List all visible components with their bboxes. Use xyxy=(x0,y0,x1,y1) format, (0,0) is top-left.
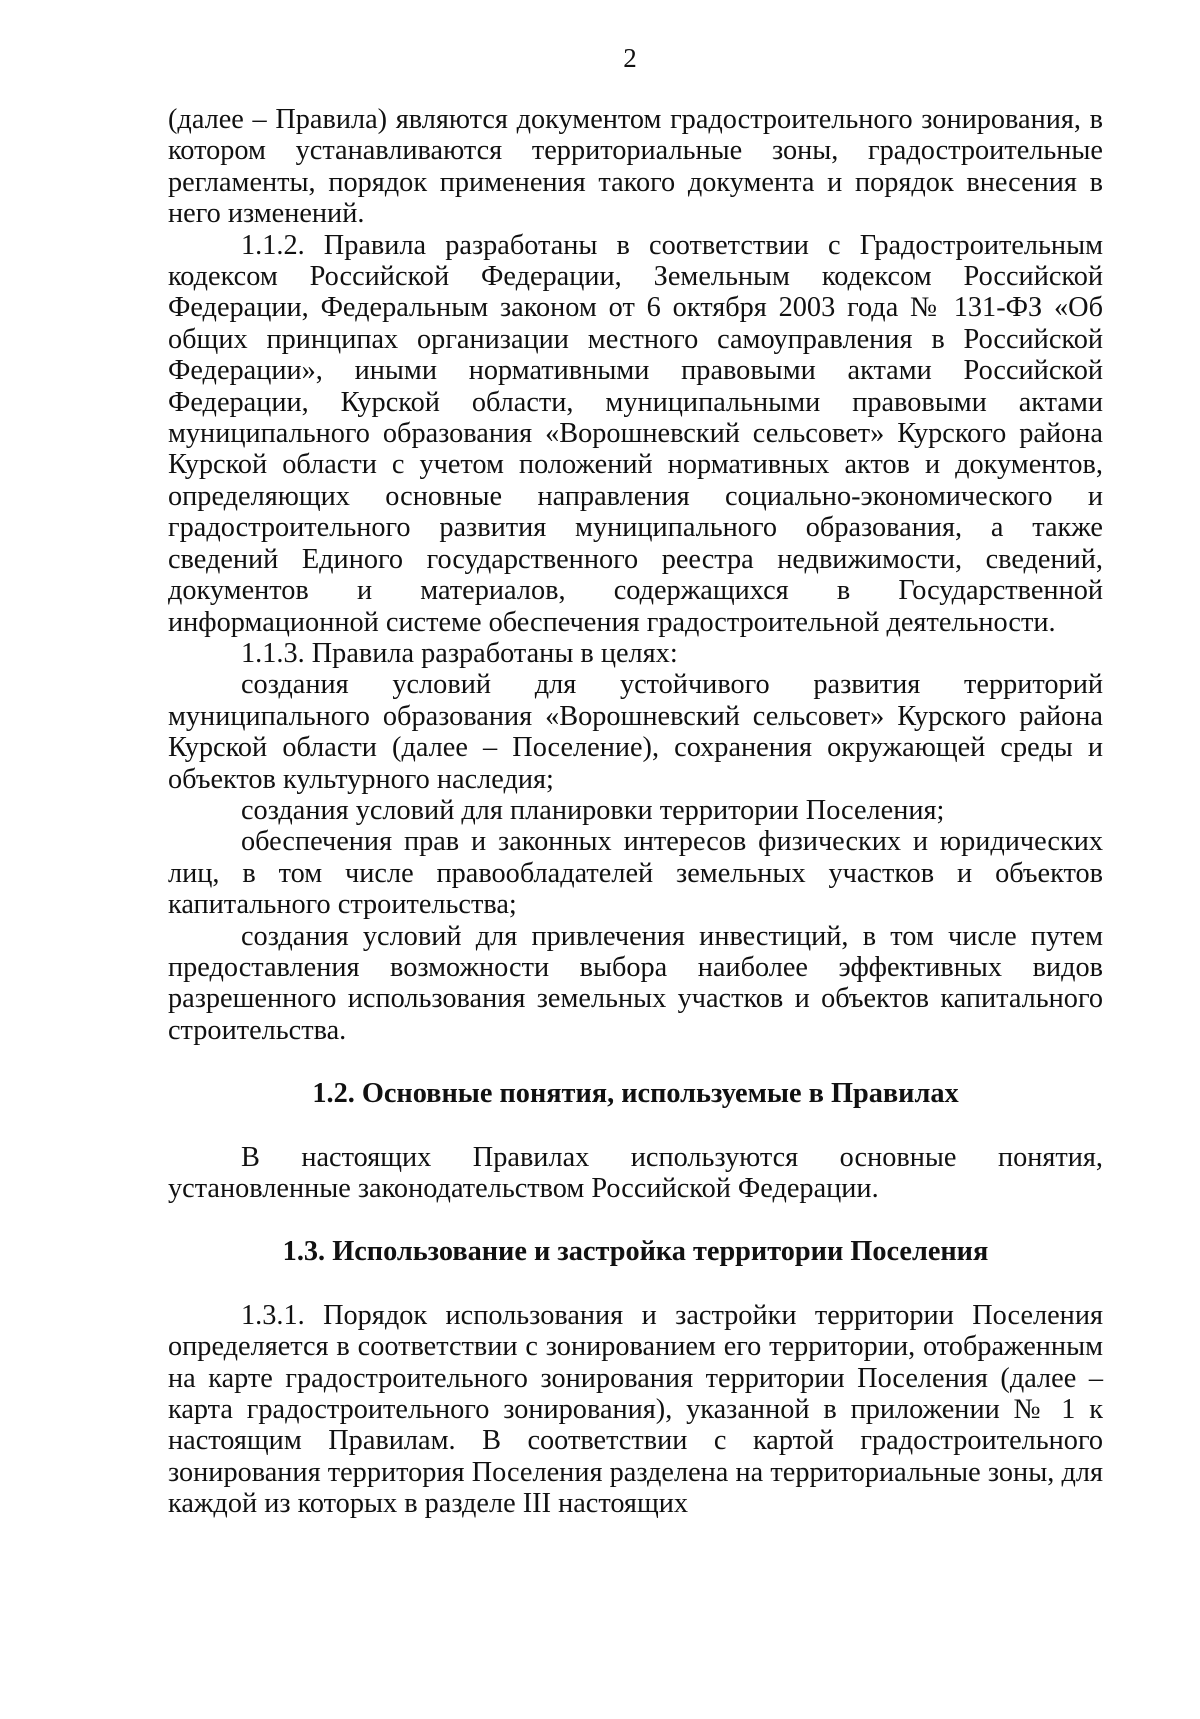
paragraph-1-2: В настоящих Правилах используются основные понятия, установленные законодательством Российской Федерации. xyxy=(168,1141,1103,1204)
paragraph-1-3-1: 1.3.1. Порядок использования и застройки территории Поселения определяется в соответствии с зонированием его территории, отображенным на карте градостроительного зонирования территории Поселения (далее – карта градостроительного зонирования), указанной в приложении № 1 к настоящим Правилам. В соответствии с картой градостроительного зонирования территория Поселения разделена на территориальные зоны, для каждой из которых в разделе III настоящих xyxy=(168,1299,1103,1520)
document-body xyxy=(168,104,1103,1520)
spacer xyxy=(168,1046,1103,1078)
paragraph-continuation: (далее – Правила) являются документом градостроительного зонирования, в котором устанавливаются территориальные зоны, градостроительные регламенты, порядок применения такого документа и порядок внесения в него изменений. xyxy=(168,104,1103,230)
paragraph-1-1-3: 1.1.3. Правила разработаны в целях: xyxy=(241,637,678,669)
goal-item-1: создания условий для устойчивого развития территорий муниципального образования «Ворошневский сельсовет» Курского района Курской области (далее – Поселение), сохранения окружающей среды и объектов культурного наследия; xyxy=(168,669,1103,795)
spacer xyxy=(168,1110,1103,1142)
paragraph-1-1-2: 1.1.2. Правила разработаны в соответствии с Градостроительным кодексом Российской Федерации, Земельным кодексом Российской Федерации, Федеральным законом от 6 октября 2003 года № 131-ФЗ «Об общих принципах организации местного самоуправления в Российской Федерации», иными нормативными правовыми актами Российской Федерации, Курской области, муниципальными правовыми актами муниципального образования «Ворошневский сельсовет» Курского района Курской области с учетом положений нормативных актов и документов, определяющих основные направления социально-экономического и градостроительного развития муниципального образования, а также сведений Единого государственного реестра недвижимости, сведений, документов и материалов, содержащихся в Государственной информационной системе обеспечения градостроительной деятельности. xyxy=(168,229,1103,638)
goal-item-2: создания условий для планировки территории Поселения; xyxy=(241,794,945,826)
page-number: 2 xyxy=(623,43,637,73)
spacer xyxy=(168,1204,1103,1236)
section-heading-1-2: 1.2. Основные понятия, используемые в Правилах xyxy=(312,1078,959,1110)
spacer xyxy=(168,1268,1103,1300)
section-heading-1-3: 1.3. Использование и застройка территории Поселения xyxy=(282,1236,989,1268)
goal-item-4: создания условий для привлечения инвестиций, в том числе путем предоставления возможности выбора наиболее эффективных видов разрешенного использования земельных участков и объектов капитального строительства. xyxy=(168,920,1103,1046)
goal-item-3: обеспечения прав и законных интересов физических и юридических лиц, в том числе правообладателей земельных участков и объектов капитального строительства; xyxy=(168,826,1103,921)
